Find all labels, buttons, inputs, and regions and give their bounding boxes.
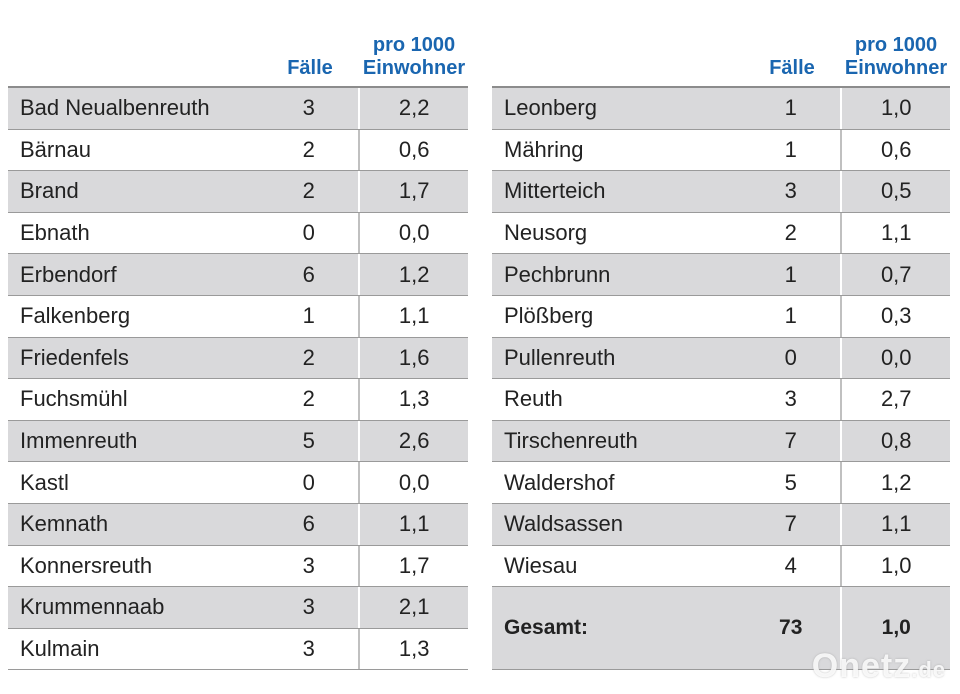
municipality-rate: 1,3 — [358, 379, 468, 420]
municipality-cases: 2 — [302, 178, 315, 204]
municipality-name: Kastl — [20, 469, 69, 495]
municipality-cases: 5 — [784, 469, 797, 495]
table-row — [492, 421, 950, 463]
municipality-name: Neusorg — [504, 220, 588, 246]
right-table-body — [492, 88, 950, 587]
municipality-rate: 1,1 — [840, 213, 950, 254]
municipality-name: Kulmain — [20, 636, 100, 662]
municipality-rate: 1,0 — [840, 88, 950, 129]
table-row — [8, 587, 468, 629]
municipality-name: Krummennaab — [20, 594, 165, 620]
municipality-cases: 1 — [784, 95, 797, 121]
table-row — [8, 462, 468, 504]
municipality-name: Mähring — [504, 136, 584, 162]
municipality-cases: 3 — [302, 552, 315, 578]
municipality-cases: 0 — [302, 220, 315, 246]
table-row — [8, 130, 468, 172]
municipality-rate: 1,1 — [840, 504, 950, 545]
table-row — [8, 421, 468, 463]
municipality-rate: 1,0 — [840, 546, 950, 587]
municipality-rate: 1,6 — [358, 338, 468, 379]
municipality-cases: 1 — [784, 261, 797, 287]
table-row — [492, 546, 950, 588]
municipality-name: Immenreuth — [20, 428, 138, 454]
municipality-cases: 3 — [302, 95, 315, 121]
table-row — [492, 338, 950, 380]
municipality-name: Pullenreuth — [504, 344, 616, 370]
municipality-cases: 6 — [302, 511, 315, 537]
municipality-cases: 1 — [302, 303, 315, 329]
table-row — [8, 379, 468, 421]
municipality-name: Tirschenreuth — [504, 428, 638, 454]
municipality-cases: 2 — [302, 344, 315, 370]
municipality-rate: 0,0 — [840, 338, 950, 379]
municipality-cases: 6 — [302, 261, 315, 287]
cases-column-header: Fälle — [769, 57, 815, 79]
table-row — [8, 171, 468, 213]
municipality-cases: 7 — [784, 428, 797, 454]
municipality-cases: 0 — [302, 469, 315, 495]
rate-column-header: pro 1000 Einwohner — [844, 34, 948, 79]
municipality-name: Falkenberg — [20, 303, 131, 329]
left-table-body — [8, 88, 468, 670]
table-row — [492, 88, 950, 130]
municipality-rate: 0,3 — [840, 296, 950, 337]
municipality-cases: 2 — [302, 386, 315, 412]
municipality-cases: 5 — [302, 428, 315, 454]
municipality-cases: 3 — [784, 386, 797, 412]
municipality-cases: 0 — [784, 344, 797, 370]
municipality-rate: 1,2 — [840, 462, 950, 503]
municipality-rate: 2,7 — [840, 379, 950, 420]
left-table-header — [8, 0, 468, 88]
municipality-name: Friedenfels — [20, 344, 129, 370]
table-row — [492, 171, 950, 213]
table-row — [492, 379, 950, 421]
municipality-cases: 3 — [302, 594, 315, 620]
municipality-rate: 1,7 — [358, 171, 468, 212]
municipality-name: Erbendorf — [20, 261, 117, 287]
table-row — [492, 254, 950, 296]
municipality-name: Brand — [20, 178, 79, 204]
municipality-rate: 1,3 — [358, 629, 468, 670]
municipality-rate: 1,7 — [358, 546, 468, 587]
table-row — [492, 213, 950, 255]
municipality-name: Wiesau — [504, 552, 578, 578]
table-row — [492, 296, 950, 338]
table-row — [8, 213, 468, 255]
table-row — [8, 88, 468, 130]
table-row — [8, 338, 468, 380]
table-row — [8, 629, 468, 671]
municipality-rate: 2,1 — [358, 587, 468, 628]
municipality-rate: 1,2 — [358, 254, 468, 295]
municipality-rate: 2,6 — [358, 421, 468, 462]
municipality-rate: 0,6 — [840, 130, 950, 171]
municipality-rate: 0,5 — [840, 171, 950, 212]
municipality-rate: 2,2 — [358, 88, 468, 129]
municipality-name: Waldershof — [504, 469, 615, 495]
rate-column-header: pro 1000 Einwohner — [362, 34, 466, 79]
municipality-rate: 1,1 — [358, 296, 468, 337]
municipality-cases: 3 — [302, 636, 315, 662]
municipality-name: Plößberg — [504, 303, 594, 329]
right-table-header — [492, 0, 950, 88]
municipality-cases: 2 — [784, 220, 797, 246]
municipality-rate: 0,6 — [358, 130, 468, 171]
municipality-name: Leonberg — [504, 95, 597, 121]
municipality-cases: 2 — [302, 136, 315, 162]
municipality-rate: 0,8 — [840, 421, 950, 462]
total-cases: 73 — [779, 616, 803, 640]
table-row — [492, 130, 950, 172]
municipality-name: Reuth — [504, 386, 563, 412]
municipality-rate: 0,0 — [358, 462, 468, 503]
right-table — [492, 0, 950, 670]
table-row — [8, 254, 468, 296]
table-row — [8, 546, 468, 588]
municipality-cases: 1 — [784, 136, 797, 162]
cases-column-header: Fälle — [287, 57, 333, 79]
municipality-cases: 1 — [784, 303, 797, 329]
municipality-name: Fuchsmühl — [20, 386, 128, 412]
municipality-name: Kemnath — [20, 511, 109, 537]
municipality-name: Mitterteich — [504, 178, 606, 204]
municipality-rate: 0,0 — [358, 213, 468, 254]
municipality-rate: 1,1 — [358, 504, 468, 545]
municipality-rate: 0,7 — [840, 254, 950, 295]
total-rate: 1,0 — [840, 587, 950, 669]
municipality-cases: 3 — [784, 178, 797, 204]
total-label: Gesamt: — [504, 616, 589, 640]
table-row — [8, 296, 468, 338]
municipality-cases: 7 — [784, 511, 797, 537]
left-table — [8, 0, 468, 670]
table-row — [8, 504, 468, 546]
municipality-name: Ebnath — [20, 220, 90, 246]
table-row — [492, 504, 950, 546]
table-row — [492, 462, 950, 504]
municipality-name: Konnersreuth — [20, 552, 153, 578]
municipality-cases: 4 — [784, 552, 797, 578]
municipality-name: Bärnau — [20, 136, 91, 162]
municipality-name: Bad Neualbenreuth — [20, 95, 210, 121]
onetz-logo-watermark: Onetz.de — [811, 647, 946, 685]
municipality-name: Pechbrunn — [504, 261, 611, 287]
municipality-name: Waldsassen — [504, 511, 624, 537]
